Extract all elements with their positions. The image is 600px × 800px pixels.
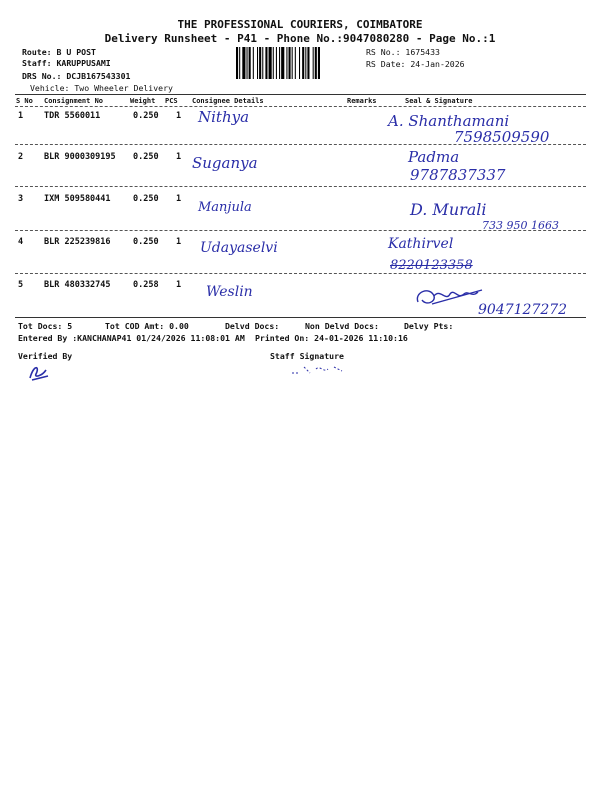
route-label: Route: B U POST xyxy=(22,47,96,57)
row-pcs: 1 xyxy=(176,194,182,204)
barcode-bar xyxy=(289,47,291,79)
row-consignment: IXM 509580441 xyxy=(44,194,111,204)
row-sno: 5 xyxy=(18,280,24,290)
barcode xyxy=(236,47,362,79)
row-weight: 0.250 xyxy=(133,111,159,121)
drs-label: DRS No.: DCJB167543301 xyxy=(22,71,131,81)
barcode-bar xyxy=(262,47,263,79)
col-remarks: Remarks xyxy=(347,97,377,105)
barcode-bar xyxy=(249,47,251,79)
entered-by: Entered By :KANCHANAP41 01/24/2026 11:08:01 AM xyxy=(18,333,245,343)
row-consignment: BLR 480332745 xyxy=(44,280,111,290)
runsheet-subtitle: Delivery Runsheet - P41 - Phone No.:9047080280 - Page No.:1 xyxy=(104,32,496,45)
barcode-bar xyxy=(318,47,320,79)
barcode-bar xyxy=(276,47,277,79)
barcode-bar xyxy=(269,47,272,79)
printed-on: Printed On: 24-01-2026 11:10:16 xyxy=(255,333,408,343)
row-consignee: Manjula xyxy=(198,200,252,215)
rs-date: RS Date: 24-Jan-2026 xyxy=(366,59,465,69)
row-seal-name: Padma xyxy=(408,148,460,166)
barcode-bar xyxy=(247,47,248,79)
row-sno: 2 xyxy=(18,152,24,162)
barcode-bar xyxy=(286,47,287,79)
non-delivered-docs: Non Delvd Docs: xyxy=(305,321,379,331)
barcode-bar xyxy=(307,47,309,79)
barcode-bar xyxy=(292,47,293,79)
row-seal-phone: 9047127272 xyxy=(478,302,568,318)
col-consignee: Consignee Details xyxy=(192,97,264,105)
row-seal-phone: 733 950 1663 xyxy=(482,219,559,232)
barcode-bar xyxy=(239,47,240,79)
barcode-bar xyxy=(253,47,254,79)
row-pcs: 1 xyxy=(176,152,182,162)
row-consignee: Nithya xyxy=(198,108,250,126)
barcode-bar xyxy=(259,47,261,79)
staff-signature-label: Staff Signature xyxy=(270,351,344,361)
barcode-bar xyxy=(273,47,274,79)
row-sno: 1 xyxy=(18,111,24,121)
staff-signature-mark-icon xyxy=(290,363,350,377)
row-consignment: BLR 9000309195 xyxy=(44,152,116,162)
row-seal-phone: 8220123358 xyxy=(390,258,473,273)
col-pcs: PCS xyxy=(165,97,178,105)
row-seal-name: Kathirvel xyxy=(388,236,454,252)
row-consignment: TDR 5560011 xyxy=(44,111,101,121)
col-seal: Seal & Signature xyxy=(405,97,473,105)
row-pcs: 1 xyxy=(176,237,182,247)
barcode-bar xyxy=(305,47,306,79)
staff-label: Staff: KARUPPUSAMI xyxy=(22,58,111,68)
barcode-bar xyxy=(242,47,245,79)
barcode-bar xyxy=(257,47,258,79)
total-docs: Tot Docs: 5 xyxy=(18,321,73,331)
row-consignee: Udayaselvi xyxy=(200,240,278,256)
row-seal-name: D. Murali xyxy=(410,200,487,219)
barcode-bar xyxy=(236,47,238,79)
row-seal-name: A. Shanthamani xyxy=(388,112,510,130)
row-seal-phone: 9787837337 xyxy=(410,166,506,184)
total-cod-amount: Tot COD Amt: 0.00 xyxy=(105,321,189,331)
col-sno: S No xyxy=(16,97,33,105)
rs-number: RS No.: 1675433 xyxy=(366,47,440,57)
barcode-bar xyxy=(265,47,267,79)
barcode-bar xyxy=(279,47,280,79)
company-title: THE PROFESSIONAL COURIERS, COIMBATORE xyxy=(177,18,423,31)
verified-by-label: Verified By xyxy=(18,351,73,361)
row-sno: 3 xyxy=(18,194,24,204)
barcode-bar xyxy=(313,47,314,79)
row-consignee: Suganya xyxy=(192,154,258,172)
row-seal-phone: 7598509590 xyxy=(454,128,550,146)
row-pcs: 1 xyxy=(176,111,182,121)
barcode-bar xyxy=(302,47,304,79)
row-sno: 4 xyxy=(18,237,24,247)
barcode-bar xyxy=(281,47,284,79)
row-pcs: 1 xyxy=(176,280,182,290)
barcode-bar xyxy=(295,47,296,79)
barcode-bar xyxy=(315,47,317,79)
vehicle-label: Vehicle: Two Wheeler Delivery xyxy=(30,83,173,93)
row-weight: 0.258 xyxy=(133,280,159,290)
barcode-bar xyxy=(299,47,300,79)
row-weight: 0.250 xyxy=(133,152,159,162)
verifier-signature-icon xyxy=(26,362,52,382)
delivered-docs: Delvd Docs: xyxy=(225,321,280,331)
delivery-points: Delvy Pts: xyxy=(404,321,454,331)
row-consignee: Weslin xyxy=(206,284,253,300)
col-consignment: Consignment No xyxy=(44,97,104,105)
row-weight: 0.250 xyxy=(133,194,159,204)
col-weight: Weight xyxy=(130,97,156,105)
row-weight: 0.250 xyxy=(133,237,159,247)
row-consignment: BLR 225239816 xyxy=(44,237,111,247)
